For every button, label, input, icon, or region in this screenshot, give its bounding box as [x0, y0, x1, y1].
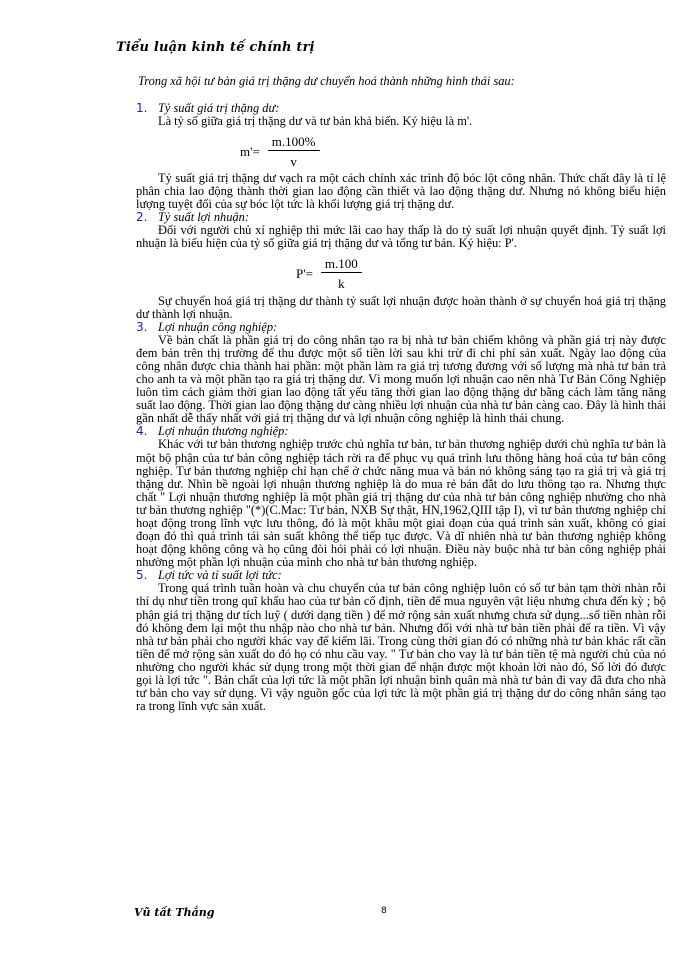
section-title: Lợi nhuận công nghiệp: [158, 319, 278, 334]
section-paragraph: Khác với tư bản thương nghiệp trước chủ nghĩa tư bản, tư bản thương nghiệp dưới chủ nghĩa tư bản là một bộ phận của tư bản công nghiệp tách rời ra để phục vụ quá trình lưu thông hàng hoá của tư bản công nghiệp. Tư bản thương nghiệp chỉ hạn chế ở chức năng mua và bán nó không sáng tạo ra giá trị và giá trị thặng dư. Nhìn bề ngoài lợi nhuận thương nghiệp là do mua rẻ bán đắt do lưu thông tạo ra. Nhưng thực chất " Lợi nhuận thương nghiệp là một phần giá trị thặng dư của nhà tư bản công nghiệp nhường cho nhà tư bản thương nghiệp "(*)(C.Mac: Tư bản, NXB Sự thật, HN,1962,QIII tập I), vì tư bản thương nghiệp chỉ hoạt động trong lĩnh vực lưu thông, đó là một khâu một giai đoạn của quá trình sản xuất, không có giai đoạn đó thì quá trình tái sản suất không thể tiếp tục được. Và dĩ nhiên nhà tư bản thương nghiệp không hoạt động không công và họ cũng đòi hỏi phải có lợi nhuận. Điều này buộc nhà tư bản công nghiệp phải nhường một phần lợi nhuận của mình cho nhà tư bản thương nghiệp. [136, 437, 666, 570]
section-paragraph: Trong quá trình tuần hoàn và chu chuyển của tư bản công nghiệp luôn có số tư bản tạm thời nhàn rỗi thí dụ như tiền trong quĩ khấu hao của tư bản cố định, tiền để mua nguyên vật liệu nhưng chưa đến kỳ ; bộ phận giá trị thặng dư tích luỹ ( dưới dạng tiền ) để mở rộng sản xuất nhưng chưa sử dụng...số tiền nhàn rỗi đó không đem lại một thu nhập nào cho nhà tư bản. Nhưng đối với nhà tư bản tiền phải để ra tiền. Vì vậy nhà tư bản phải cho người khác vay để kiếm lãi. Trong cùng thời gian đó có những nhà tư bản khác rất cần tiền để mở rộng sản xuất do đó họ có nhu cầu vay. " Tư bản cho vay là tư bản tiền tệ mà người chủ của nó nhường cho người khác sử dụng trong một thời gian để nhận được một khoản lời nào đó, Số lời đó được gọi là lợi tức ". Bản chất của lợi tức là một phần lợi nhuận bình quân mà nhà tư bản đi vay đã đưa cho nhà tư bản cho vay sử dụng. Vì vậy nguồn gốc của lợi tức là một phần giá trị thặng dư do công nhân sáng tạo ra trong lĩnh vực sản xuất. [136, 581, 666, 714]
section-lead: Đối với người chủ xí nghiệp thì mức lãi cao hay thấp là do tỷ suất lợi nhuận quyết định. Tỷ suất lợi nhuận là biểu hiện của tỷ số giữa giá trị thặng dư và tổng tư bản. Ký hiệu: P'. [136, 223, 666, 251]
section-paragraph: Về bản chất là phần giá trị do công nhân tạo ra bị nhà tư bản chiếm không và phần giá trị này được đem bán trên thị trường để thu được một số tiền lời sau khi trừ đi chi phí sản xuất. Ngày lao động của công nhân được chia thành hai phần: một phần làm ra giá trị tương đương với số lượng mà nhà tư bản trả cho anh ta và một phần tạo ra giá trị thặng dư. Vì mong muốn lợi nhuận cao nên nhà Tư Bản Công Nghiệp luôn tìm cách giảm thời gian lao động tất yếu tăng thời gian lao động thặng dư bằng cách làm tăng năng suất lao động. Thời gian lao động thặng dư càng nhiều lợi nhuận của nhà tư bản càng cao. Đây là hình thái gần nhất dễ thấy nhất với giá trị thặng dư và lợi nhuận công nghiệp là hình thái chung. [136, 332, 666, 426]
formula-surplus-rate [136, 132, 666, 170]
fraction [321, 257, 362, 290]
fraction-numerator: m.100% [268, 135, 320, 151]
fraction-denominator: v [290, 153, 297, 169]
section-title: Lợi nhuận thương nghiệp: [158, 424, 289, 439]
document-body [136, 75, 666, 713]
section-title: Tỷ suất giá trị thặng dư: [158, 101, 280, 115]
fraction-denominator: k [338, 276, 345, 292]
list-number: 4. [136, 424, 148, 439]
page-number: 8 [381, 906, 387, 916]
intro-sentence: Trong xã hội tư bản giá trị thặng dư chuyển hoá thành những hình thái sau: [138, 74, 515, 88]
formula-profit-rate [136, 255, 666, 293]
list-number: 5. [136, 568, 148, 583]
section-heading-3 [136, 321, 666, 334]
fraction-numerator: m.100 [321, 257, 362, 273]
list-number: 1. [136, 101, 148, 115]
fraction [268, 135, 320, 168]
page-header-title: Tiểu luận kinh tế chính trị [116, 40, 315, 55]
section-paragraph: Sự chuyển hoá giá trị thặng dư thành tỷ suất lợi nhuận được hoàn thành ở sự chuyển hoá giá trị thặng dư thành lợi nhuận. [136, 293, 666, 321]
section-title: Lợi tức và tỉ suất lợi tức: [158, 568, 282, 583]
section-lead: Là tỷ số giữa giá trị thặng dư và tư bản khả biến. Ký hiệu là m'. [158, 114, 473, 128]
section-paragraph: Tỷ suất giá trị thặng dư vạch ra một cách chính xác trình độ bóc lột công nhân. Thức chất đây là tỉ lệ phân chia lao động thành thời gian lao động cần thiết và lao động thặng dư. Nhưng nó không biểu hiện lượng tuyệt đối của sự bóc lột tức là khối lượng giá trị thặng dư. [136, 171, 666, 212]
formula-lhs: P'= [296, 266, 313, 282]
footer-author: Vũ tất Thắng [134, 906, 215, 919]
section-title: Tỷ suất lợi nhuận: [158, 210, 249, 225]
list-number: 3. [136, 319, 148, 334]
list-number: 2. [136, 210, 148, 225]
formula-lhs: m'= [240, 143, 260, 159]
